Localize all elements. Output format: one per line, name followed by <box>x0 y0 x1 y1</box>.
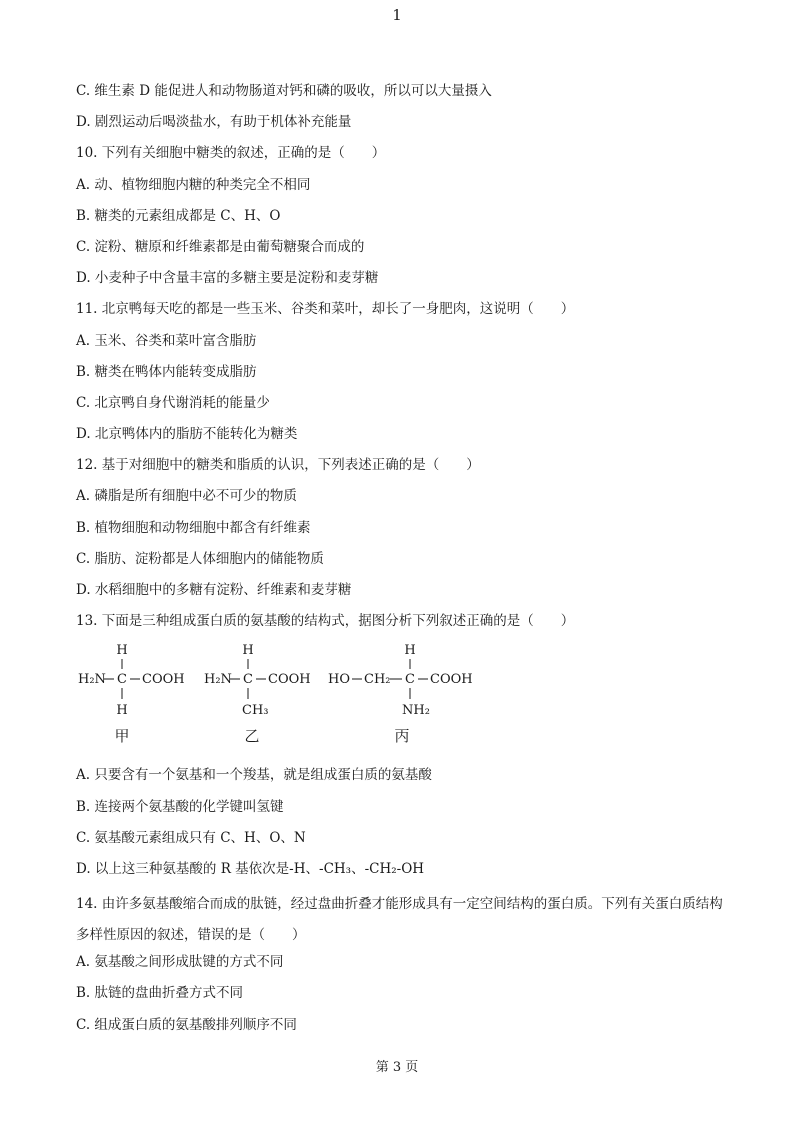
bing-left-group: HO <box>328 672 350 688</box>
option-line: D. 小麦种子中含量丰富的多糖主要是淀粉和麦芽糖 <box>76 270 379 287</box>
option-line: C. 北京鸭自身代谢消耗的能量少 <box>76 394 270 411</box>
yi-left-group: H₂N <box>204 672 232 688</box>
option-line: C. 脂肪、淀粉都是人体细胞内的储能物质 <box>76 550 324 567</box>
option-line: B. 植物细胞和动物细胞中都含有纤维素 <box>76 519 311 536</box>
question-10-stem: 10. 下列有关细胞中糖类的叙述，正确的是（ ） <box>76 145 386 162</box>
option-line: B. 连接两个氨基酸的化学键叫氢键 <box>76 798 284 815</box>
question-12-stem: 12. 基于对细胞中的糖类和脂质的认识，下列表述正确的是（ ） <box>76 457 480 474</box>
jia-right-group: COOH <box>142 672 185 688</box>
yi-bottom-group: CH₃ <box>242 703 269 719</box>
question-content <box>76 80 726 1045</box>
option-line: C. 淀粉、糖原和纤维素都是由葡萄糖聚合而成的 <box>76 238 365 255</box>
question-14-stem: 14. 由许多氨基酸缩合而成的肽链，经过盘曲折叠才能形成具有一定空间结构的蛋白质。下列有关蛋白质结构多样性原因的叙述，错误的是（ ） <box>76 896 723 944</box>
jia-center-carbon: C <box>117 672 127 688</box>
option-line: A. 磷脂是所有细胞中必不可少的物质 <box>76 488 297 505</box>
jia-top-atom: H <box>116 643 128 659</box>
amino-acid-structures-figure <box>76 639 726 764</box>
option-line: B. 肽链的盘曲折叠方式不同 <box>76 985 244 1002</box>
yi-caption: 乙 <box>244 727 260 746</box>
option-line: D. 北京鸭体内的脂肪不能转化为糖类 <box>76 426 298 443</box>
bing-right-group: COOH <box>430 672 473 688</box>
option-line: D. 剧烈运动后喝淡盐水，有助于机体补充能量 <box>76 114 352 131</box>
question-11-stem: 11. 北京鸭每天吃的都是一些玉米、谷类和菜叶，却长了一身肥肉，这说明（ ） <box>76 301 575 318</box>
structure-jia <box>78 643 185 745</box>
option-line: A. 玉米、谷类和菜叶富含脂肪 <box>76 332 257 349</box>
option-line: D. 以上这三种氨基酸的 R 基依次是-H、-CH₃、-CH₂-OH <box>76 860 425 877</box>
bing-center-carbon: C <box>405 672 415 688</box>
structure-yi <box>204 643 311 745</box>
structures-svg <box>76 639 496 764</box>
yi-center-carbon: C <box>243 672 253 688</box>
option-line: A. 氨基酸之间形成肽键的方式不同 <box>76 954 284 971</box>
option-line: D. 水稻细胞中的多糖有淀粉、纤维素和麦芽糖 <box>76 582 352 598</box>
option-line: C. 组成蛋白质的氨基酸排列顺序不同 <box>76 1016 297 1033</box>
option-line: B. 糖类的元素组成都是 C、H、O <box>76 207 281 224</box>
option-line: A. 动、植物细胞内糖的种类完全不相同 <box>76 176 311 193</box>
option-line: C. 维生素 D 能促进人和动物肠道对钙和磷的吸收，所以可以大量摄入 <box>76 83 492 99</box>
yi-right-group: COOH <box>268 672 311 688</box>
structure-bing <box>328 643 473 745</box>
jia-left-group: H₂N <box>78 672 106 688</box>
bing-caption: 丙 <box>394 727 410 746</box>
question-13-stem: 13. 下面是三种组成蛋白质的氨基酸的结构式，据图分析下列叙述正确的是（ ） <box>76 613 575 630</box>
bing-mid-group: CH₂ <box>364 672 391 688</box>
bing-top-atom: H <box>404 643 416 659</box>
option-line: A. 只要含有一个氨基和一个羧基，就是组成蛋白质的氨基酸 <box>76 767 432 784</box>
page-footer: 第 3 页 <box>375 1060 419 1075</box>
option-line: C. 氨基酸元素组成只有 C、H、O、N <box>76 829 306 846</box>
jia-bottom-atom: H <box>116 703 128 719</box>
option-line: B. 糖类在鸭体内能转变成脂肪 <box>76 363 257 380</box>
yi-top-atom: H <box>242 643 254 659</box>
jia-caption: 甲 <box>114 727 130 746</box>
page-number: 1 <box>392 6 402 24</box>
bing-bottom-group: NH₂ <box>402 703 430 719</box>
